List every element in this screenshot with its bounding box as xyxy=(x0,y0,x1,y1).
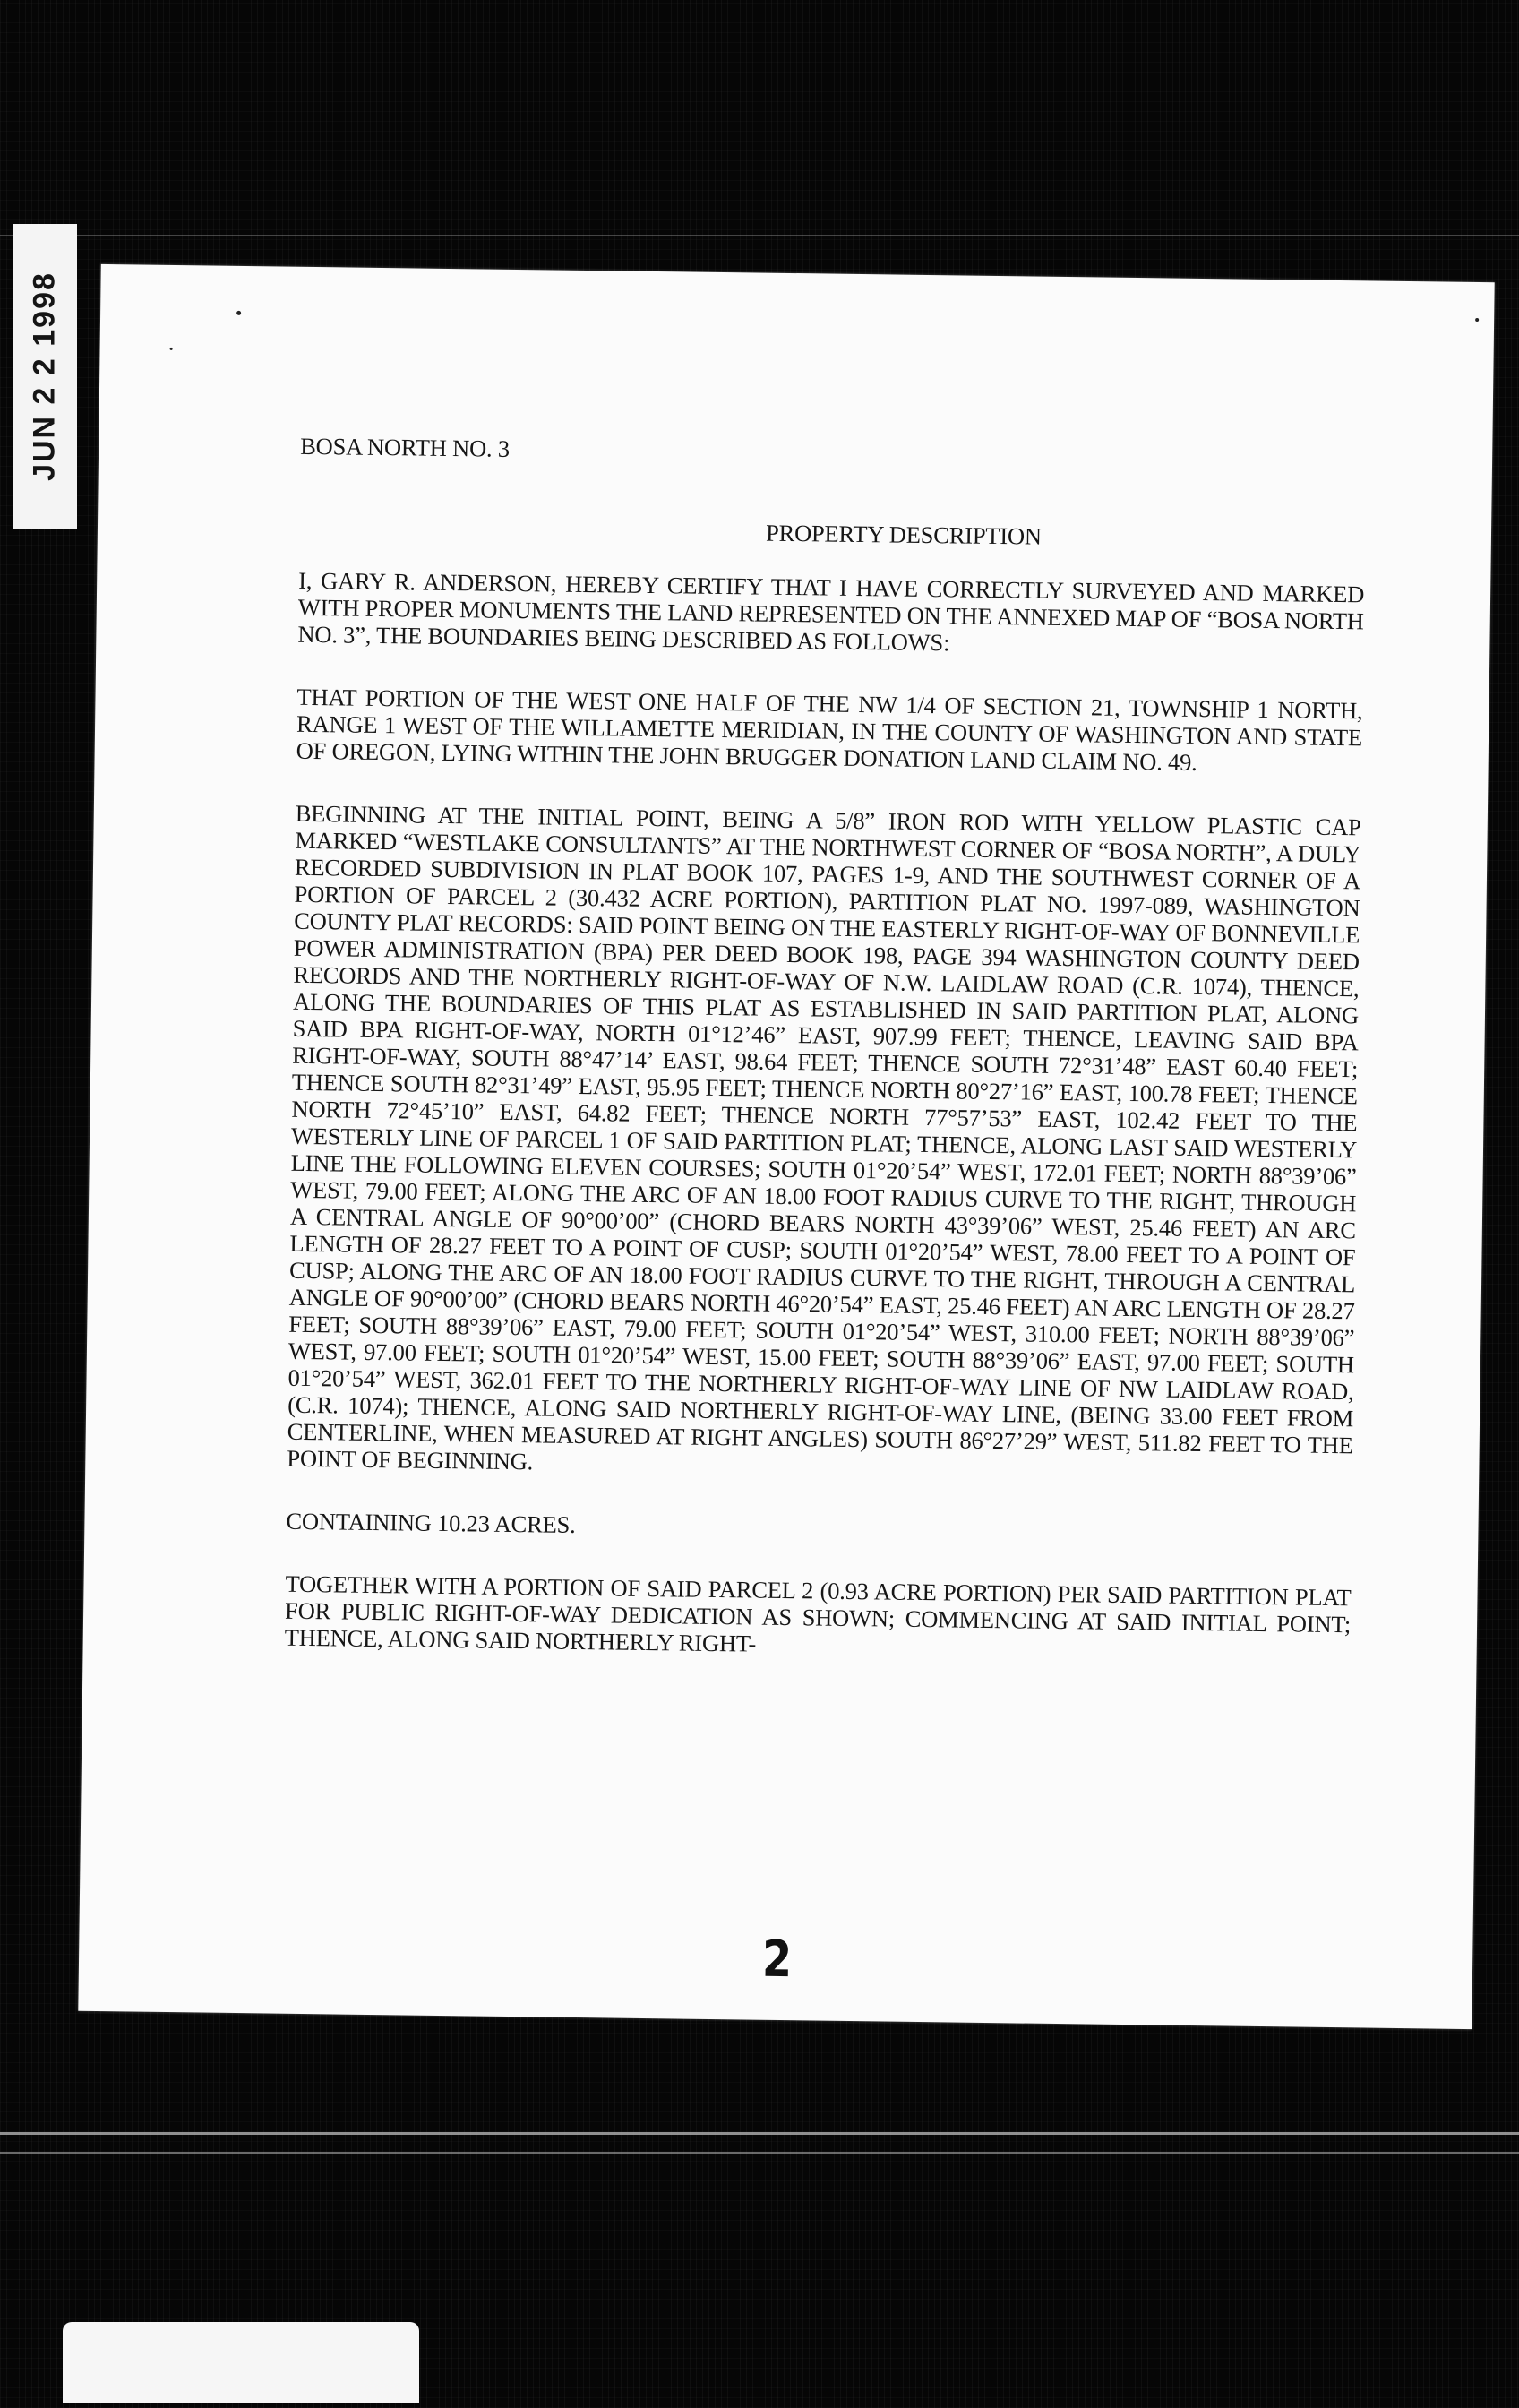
scanner-tab xyxy=(63,2322,419,2403)
scan-speck xyxy=(170,348,173,350)
document-title: BOSA NORTH NO. 3 xyxy=(299,432,511,462)
certification-paragraph: I, GARY R. ANDERSON, HEREBY CERTIFY THAT I HAVE CORRECTLY SURVEYED AND MARKED WITH PROPER MONUMENTS THE LAND REPRESENTED ON THE ANNEXED MAP OF “BOSA NORTH NO. 3”, THE BOUNDARIES BEING DESCRIBED AS FOLLOWS: xyxy=(297,566,1365,657)
acreage-paragraph: CONTAINING 10.23 ACRES. xyxy=(286,1507,576,1538)
boundary-description-paragraph: BEGINNING AT THE INITIAL POINT, BEING A 5/8” IRON ROD WITH YELLOW PLASTIC CAP MARKED “WESTLAKE CONSULTANTS” AT THE NORTHWEST CORNER OF “BOSA NORTH”, A DULY RECORDED SUBDIVISION IN PLAT BOOK 107, PAGES 1-9, AND THE SOUTHWEST CORNER OF A PORTION OF PARCEL 2 (30.432 ACRE PORTION), PARTITION PLAT NO. 1997-089, WASHINGTON COUNTY PLAT RECORDS: SAID POINT BEING ON THE EASTERLY RIGHT-OF-WAY OF BONNEVILLE POWER ADMINISTRATION (BPA) PER DEED BOOK 198, PAGE 394 WASHINGTON COUNTY DEED RECORDS AND THE NORTHERLY RIGHT-OF-WAY OF N.W. LAIDLAW ROAD (C.R. 1074), THENCE, ALONG THE BOUNDARIES OF THIS PLAT AS ESTABLISHED IN SAID PARTITION PLAT, ALONG SAID BPA RIGHT-OF-WAY, NORTH 01°12’46” EAST, 907.99 FEET; THENCE, LEAVING SAID BPA RIGHT-OF-WAY, SOUTH 88°47’14’ EAST, 98.64 FEET; THENCE SOUTH 72°31’48” EAST 60.40 FEET; THENCE SOUTH 82°31’49” EAST, 95.95 FEET; THENCE NORTH 80°27’16” EAST, 100.78 FEET; THENCE NORTH 72°45’10” EAST, 64.82 FEET; THENCE NORTH 77°57’53” EAST, 102.42 FEET TO THE WESTERLY LINE OF PARCEL 1 OF SAID PARTITION PLAT; THENCE, ALONG LAST SAID WESTERLY LINE THE FOLLOWING ELEVEN COURSES; SOUTH 01°20’54” WEST, 172.01 FEET; NORTH 88°39’06” WEST, 79.00 FEET; ALONG THE ARC OF AN 18.00 FOOT RADIUS CURVE TO THE RIGHT, THROUGH A CENTRAL ANGLE OF 90°00’00” (CHORD BEARS NORTH 43°39’06” WEST, 25.46 FEET) AN ARC LENGTH OF 28.27 FEET TO A POINT OF CUSP; SOUTH 01°20’54” WEST, 78.00 FEET TO A POINT OF CUSP; ALONG THE ARC OF AN 18.00 FOOT RADIUS CURVE TO THE RIGHT, THROUGH A CENTRAL ANGLE OF 90°00’00” (CHORD BEARS NORTH 46°20’54” EAST, 25.46 FEET) AN ARC LENGTH OF 28.27 FEET; SOUTH 88°39’06” EAST, 79.00 FEET; SOUTH 01°20’54” WEST, 310.00 FEET; NORTH 88°39’06” WEST, 97.00 FEET; SOUTH 01°20’54” WEST, 15.00 FEET; SOUTH 88°39’06” EAST, 97.00 FEET; SOUTH 01°20’54” WEST, 362.01 FEET TO THE NORTHERLY RIGHT-OF-WAY LINE OF NW LAIDLAW ROAD, (C.R. 1074); THENCE, ALONG SAID NORTHERLY RIGHT-OF-WAY LINE, (BEING 33.00 FEET FROM CENTERLINE, WHEN MEASURED AT RIGHT ANGLES) SOUTH 86°27’29” WEST, 511.82 FEET TO THE POINT OF BEGINNING. xyxy=(287,799,1361,1475)
portion-paragraph: THAT PORTION OF THE WEST ONE HALF OF THE NW 1/4 OF SECTION 21, TOWNSHIP 1 NORTH, RANGE 1 WEST OF THE WILLAMETTE MERIDIAN, IN THE COUNTY OF WASHINGTON AND STATE OF OREGON, LYING WITHIN THE JOHN BRUGGER DONATION LAND CLAIM NO. 49. xyxy=(296,683,1363,776)
scan-line xyxy=(0,2152,1519,2154)
document-page xyxy=(78,264,1494,2029)
date-stamp xyxy=(13,224,77,529)
date-stamp-text: JUN 2 2 1998 xyxy=(27,271,62,481)
scan-line xyxy=(0,2132,1519,2135)
page-number: 2 xyxy=(761,1930,793,1990)
scan-line xyxy=(0,235,1519,236)
scan-speck xyxy=(236,311,241,315)
property-description xyxy=(285,433,1367,1664)
dedication-paragraph: TOGETHER WITH A PORTION OF SAID PARCEL 2 (0.93 ACRE PORTION) PER SAID PARTITION PLAT FOR PUBLIC RIGHT-OF-WAY DEDICATION AS SHOWN; COMMENCING AT SAID INITIAL POINT; THENCE, ALONG SAID NORTHERLY RIGHT- xyxy=(284,1570,1352,1657)
scan-speck xyxy=(1475,318,1479,322)
section-heading: PROPERTY DESCRIPTION xyxy=(765,519,1043,550)
